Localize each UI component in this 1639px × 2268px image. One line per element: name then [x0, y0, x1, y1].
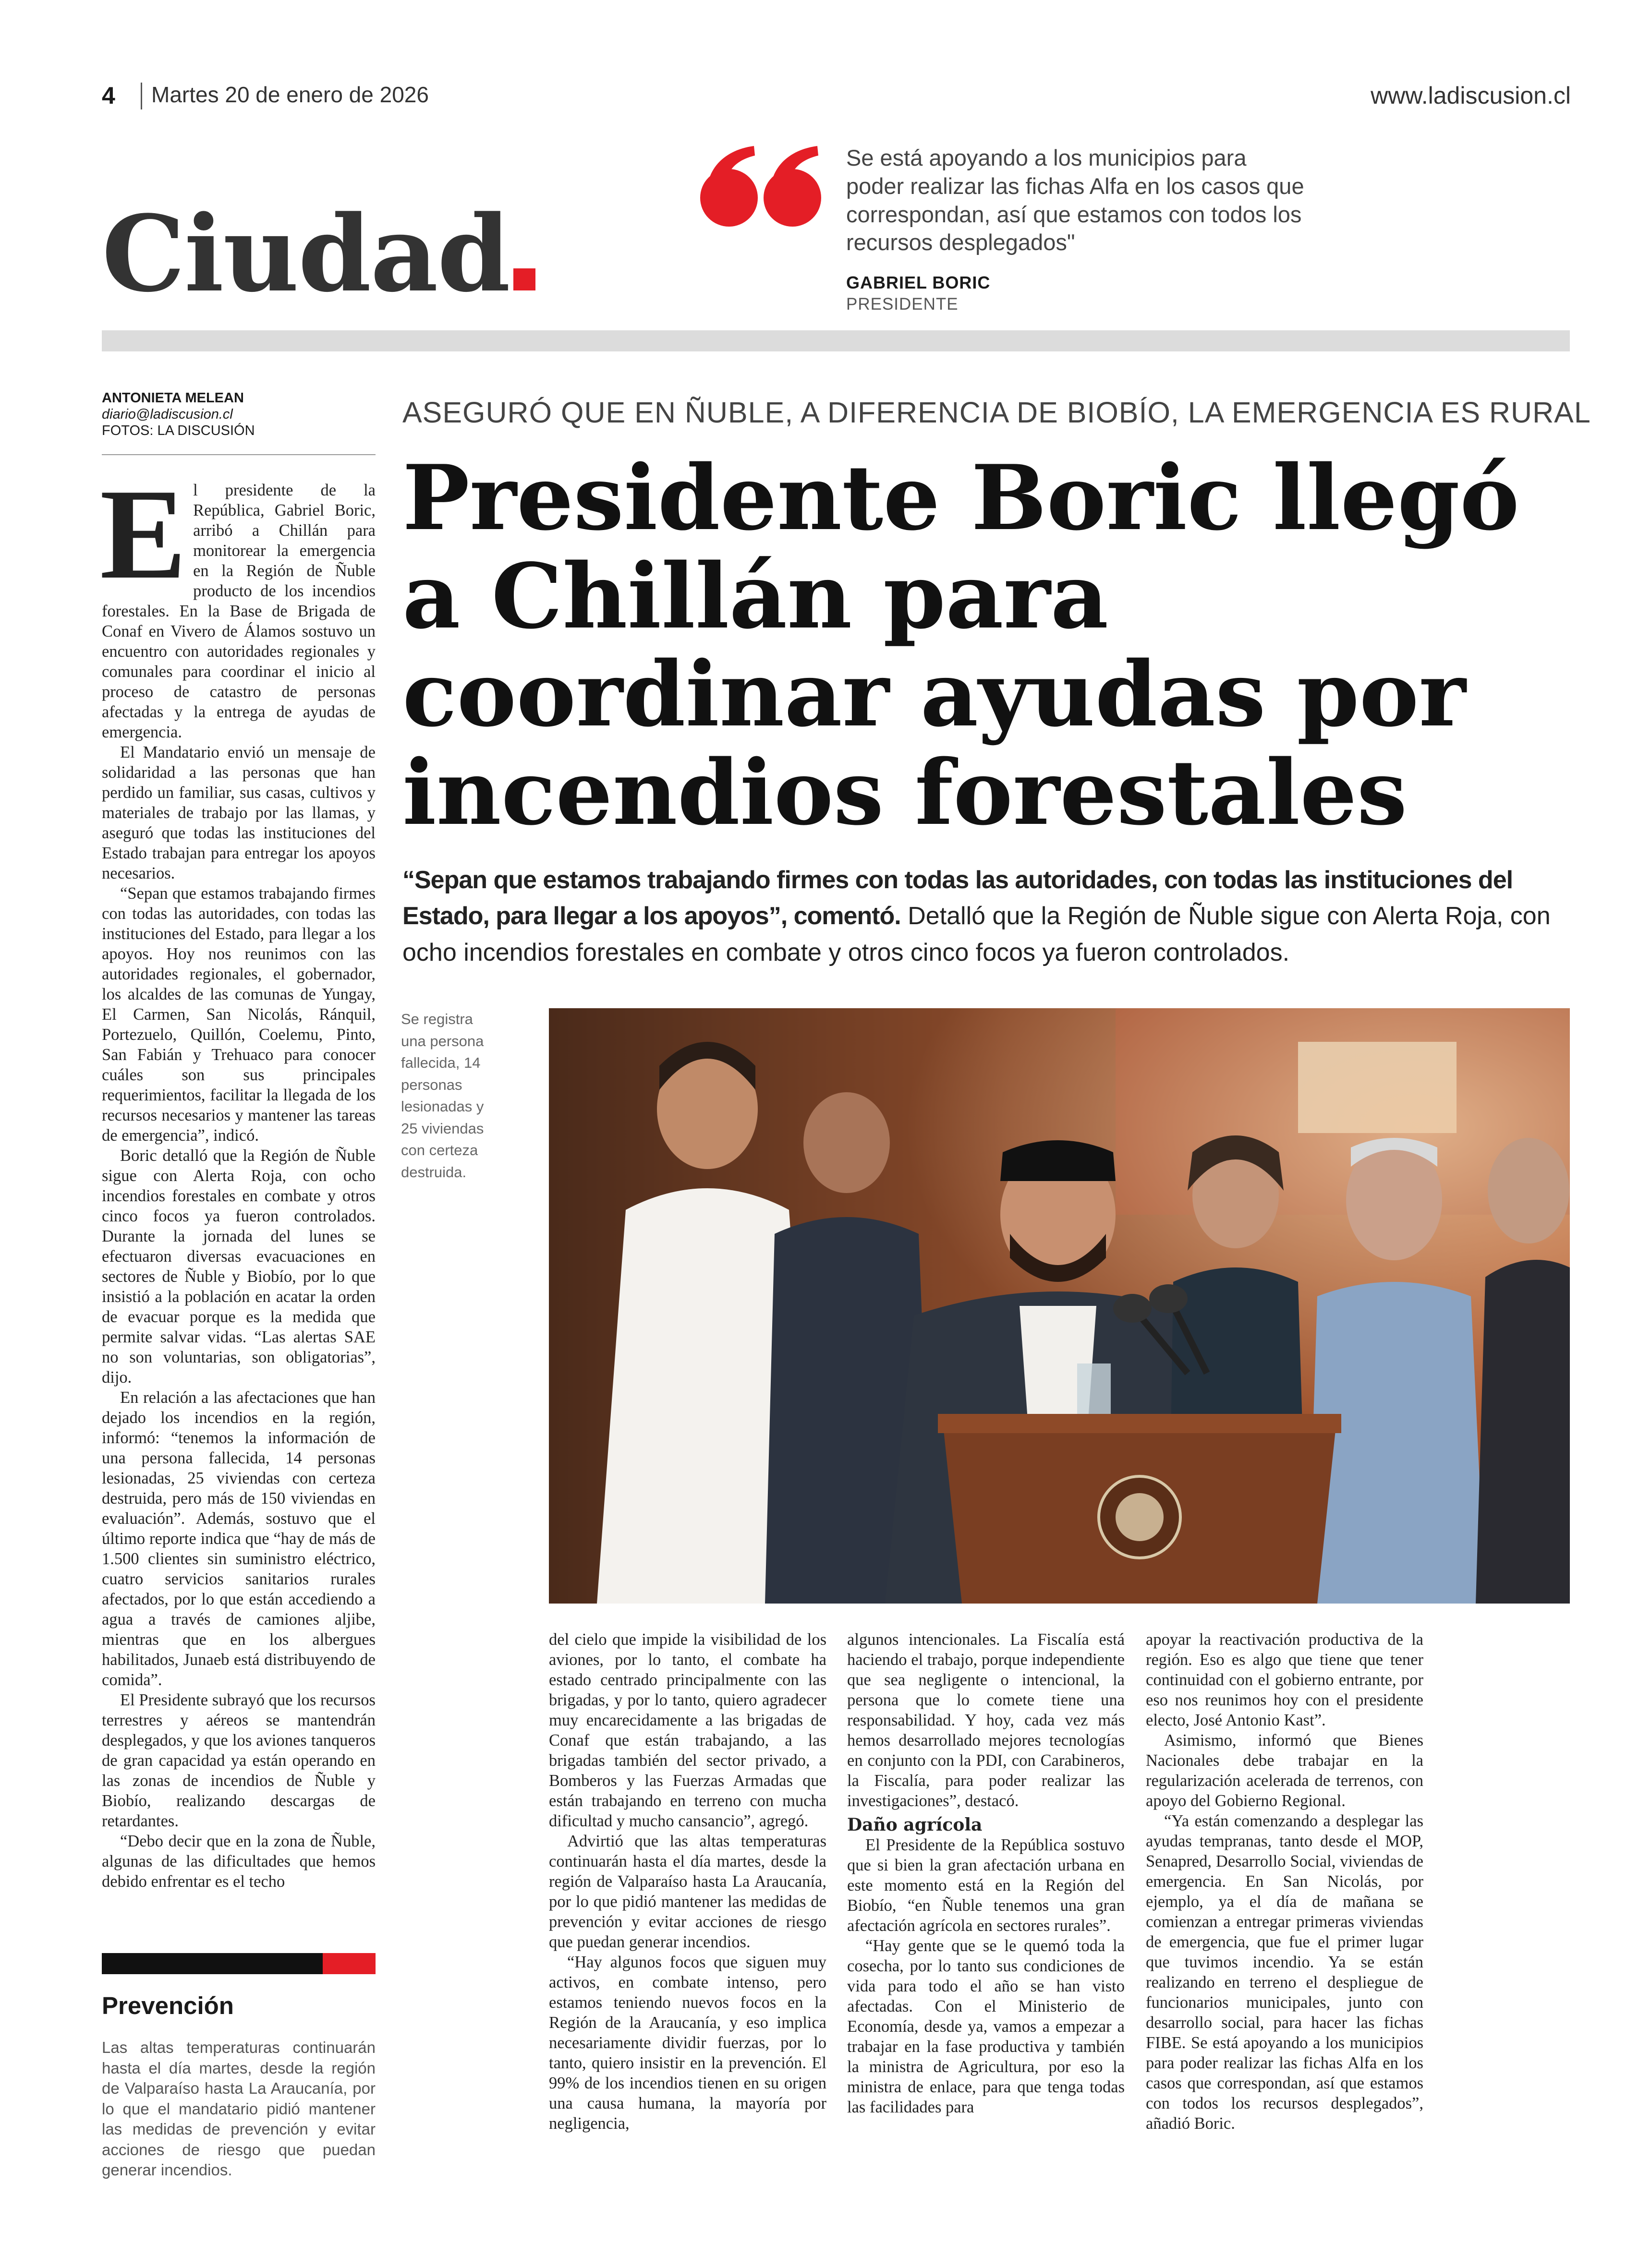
article-lead [402, 862, 1569, 971]
page-number: 4 [102, 82, 115, 109]
site-url[interactable]: www.ladiscusion.cl [1371, 82, 1571, 109]
section-name: Ciudad [102, 193, 510, 315]
byline [102, 390, 376, 439]
paragraph: “Sepan que estamos trabajando firmes con todas las autoridades, con todas las instituciones del Estado, para llegar a los apoyos. Hoy nos reunimos con las autoridades regionales, el gobernador, los alcaldes de las comunas de Yungay, El Carmen, San Nicolás, Ránquil, Portezuelo, Quillón, Coelemu, Pinto, San Fabián y Trehuaco para conocer cuáles son sus principales requerimientos, facilitar la llegada de los recursos necesarios y mantener las tareas de emergencia”, indicó. [102, 884, 376, 1145]
paragraph: “Hay gente que se le quemó toda la cosecha, por lo tanto sus condiciones de vida para todo el año se han visto afectadas. Con el Ministerio de Economía, desde ya, vamos a empezar a trabajar en la fase productiva y también la ministra de Agricultura, por eso la ministra de enlace, para que tenga todas las facilidades para [847, 1937, 1125, 2116]
paragraph: algunos intencionales. La Fiscalía está haciendo el trabajo, porque independiente que sea negligente o intencional, la persona que lo comete tiene una responsabilidad. Y hoy, cada vez más hemos desarrollado mejores tecnologías en conjunto con la PDI, con Carabineros, la Fiscalía, para poder realizar las investigaciones”, destacó. [847, 1630, 1125, 1810]
article-column-4 [1146, 1629, 1423, 2134]
lead-quote: “Sepan que estamos trabajando firmes con todas las autoridades, con todas las instituciones del Estado, para llegar a los apoyos”, comentó. [402, 866, 1513, 930]
article-column-2 [549, 1629, 826, 2134]
author-name: ANTONIETA MELEAN [102, 390, 244, 406]
paragraph: Boric detalló que la Región de Ñuble sigue con Alerta Roja, con ocho incendios forestales en combate y otros cinco focos ya fueron controlados. Durante la jornada del lunes se efectuaron diversas evacuaciones en sectores de Ñuble y Biobío, por lo que insistió a la población en acatar la orden de evacuar porque es la medida que permite salvar vidas. “Las alertas SAE no son voluntarias, son obligatorias”, dijo. [102, 1146, 376, 1387]
article-kicker: ASEGURÓ QUE EN ÑUBLE, A DIFERENCIA DE BIOBÍO, LA EMERGENCIA ES RURAL [402, 396, 1591, 429]
paragraph: “Ya están comenzando a desplegar las ayudas tempranas, tanto desde el MOP, Senapred, Desarrollo Social, viviendas de emergencia. En San Nicolás, por ejemplo, ya el día de mañana se comienzan a entregar primeras viviendas de emergencia, que fue el primer lugar que tuvimos incendio. Ya se están realizando en terreno el despliegue de funcionarios municipales, junto con desarrollo social, para hacer las fichas FIBE. Se está apoyando a los municipios para poder realizar las fichas Alfa en los casos que correspondan, así que estamos con todos los recursos desplegados”, añadió Boric. [1146, 1812, 1423, 2133]
author-email[interactable]: diario@ladiscusion.cl [102, 407, 233, 422]
header-divider [141, 83, 142, 109]
issue-date: Martes 20 de enero de 2026 [151, 82, 429, 107]
section-title [102, 193, 535, 315]
subheading: Daño agrícola [847, 1815, 983, 1835]
paragraph: El Mandatario envió un mensaje de solidaridad a las personas que han perdido un familiar, sus casas, cultivos y materiales de trabajo por las llamas, y aseguró que todas las instituciones del Estado trabajan para entregar los apoyos necesarios. [102, 743, 376, 882]
drop-cap: E [100, 462, 187, 606]
press-conference-illustration [549, 1008, 1570, 1604]
quote-marks-icon [696, 144, 826, 230]
paragraph: En relación a las afectaciones que han dejado los incendios en la región, informó: “tenemos la información de una persona fallecida, 14 personas lesionadas, 25 viviendas con certeza destruida, pero más de 150 viviendas en evaluación”. Además, sostuvo que el último reporte indica que “hay de más de 1.500 clientes sin suministro eléctrico, cuatro servicios sanitarios rurales afectados, por lo que están accediendo a agua a través de camiones aljibe, mientras que en los albergues habilitados, Junaeb está distribuyendo de comida”. [102, 1388, 376, 1689]
paragraph: El presidente de la República, Gabriel Boric, arribó a Chillán para monitorear la emergencia en la Región de Ñuble producto de los incendios forestales. En la Base de Brigada de Conaf en Vivero de Álamos sostuvo un encuentro con autoridades regionales y comunales para coordinar el inicio al proceso de catastro de personas afectadas y la entrega de ayudas de emergencia. [100, 462, 376, 741]
paragraph: apoyar la reactivación productiva de la región. Eso es algo que tiene que tener continuidad con el gobierno entrante, por eso nos reunimos hoy con el presidente electo, José Antonio Kast”. [1146, 1630, 1423, 1729]
paragraph: “Hay algunos focos que siguen muy activos, en combate intenso, pero estamos teniendo nuevos focos en la Región de la Araucanía, y eso implica necesariamente dividir fuerzas, por lo tanto, quiero insistir en la prevención. El 99% de los incendios tienen en su origen una causa humana, la mayoría por negligencia, [549, 1953, 826, 2133]
sidebar-accent-bar [102, 1953, 376, 1974]
photo-credit: FOTOS: LA DISCUSIÓN [102, 423, 255, 439]
article-photo [549, 1008, 1570, 1604]
pull-quote-text: Se está apoyando a los municipios para poder realizar las fichas Alfa en los casos que correspondan, así que estamos con todos los recursos desplegados" [846, 145, 1304, 255]
section-band [102, 330, 1570, 351]
article-headline: Presidente Boric llegó a Chillán para coordinar ayudas por incendios forestales [402, 445, 1519, 845]
pull-quote-author: GABRIEL BORIC [846, 273, 991, 292]
photo-caption: Se registra una persona fallecida, 14 personas lesionadas y 25 viviendas con certeza destruida. [401, 1011, 484, 1181]
paragraph: Asimismo, informó que Bienes Nacionales debe trabajar en la regularización acelerada de terrenos, con apoyo del Gobierno Regional. [1146, 1731, 1423, 1810]
paragraph: del cielo que impide la visibilidad de los aviones, por lo tanto, el combate ha estado centrado principalmente con las brigadas, y por lo tanto, quiero agradecer muy encarecidamente a las brigadas de Conaf que están trabajando, a las brigadas también del sector privado, a Bomberos y las Fuerzas Armadas que están trabajando en terreno con mucha dificultad y mucho cansancio”, agregó. [549, 1630, 826, 1830]
article-column-3 [847, 1629, 1125, 2117]
paragraph: “Debo decir que en la zona de Ñuble, algunas de las dificultades que hemos debido enfrentar es el techo [102, 1832, 376, 1891]
section-dot [513, 268, 535, 290]
sidebar-text: Las altas temperaturas continuarán hasta el día martes, desde la región de Valparaíso hasta La Araucanía, por lo que el mandatario pidió mantener las medidas de prevención y evitar acciones de riesgo que puedan generar incendios. [102, 2039, 376, 2179]
paragraph: El Presidente subrayó que los recursos terrestres y aéreos se mantendrán desplegados, y que los aviones tanqueros de gran capacidad ya están operando en las zonas de incendios de Ñuble y Biobío, realizando descargas de retardantes. [102, 1691, 376, 1830]
article-column-1 [100, 462, 376, 1892]
paragraph: Advirtió que las altas temperaturas continuarán hasta el día martes, desde la región de Valparaíso hasta La Araucanía, por lo que pidió mantener las medidas de prevención y evitar acciones de riesgo que puedan generar incendios. [549, 1832, 826, 1951]
paragraph: El Presidente de la República sostuvo que si bien la gran afectación urbana en este momento está en la Región del Biobío, “en Ñuble tenemos una gran afectación agrícola en sectores rurales”. [847, 1836, 1125, 1935]
byline-divider [102, 454, 376, 455]
sidebar-title: Prevención [102, 1992, 234, 2019]
lead-text: Detalló que la Región de Ñuble sigue con Alerta Roja, con ocho incendios forestales en combate y otros cinco focos ya fueron controlados. [402, 902, 1551, 966]
pull-quote-role: PRESIDENTE [846, 295, 959, 314]
